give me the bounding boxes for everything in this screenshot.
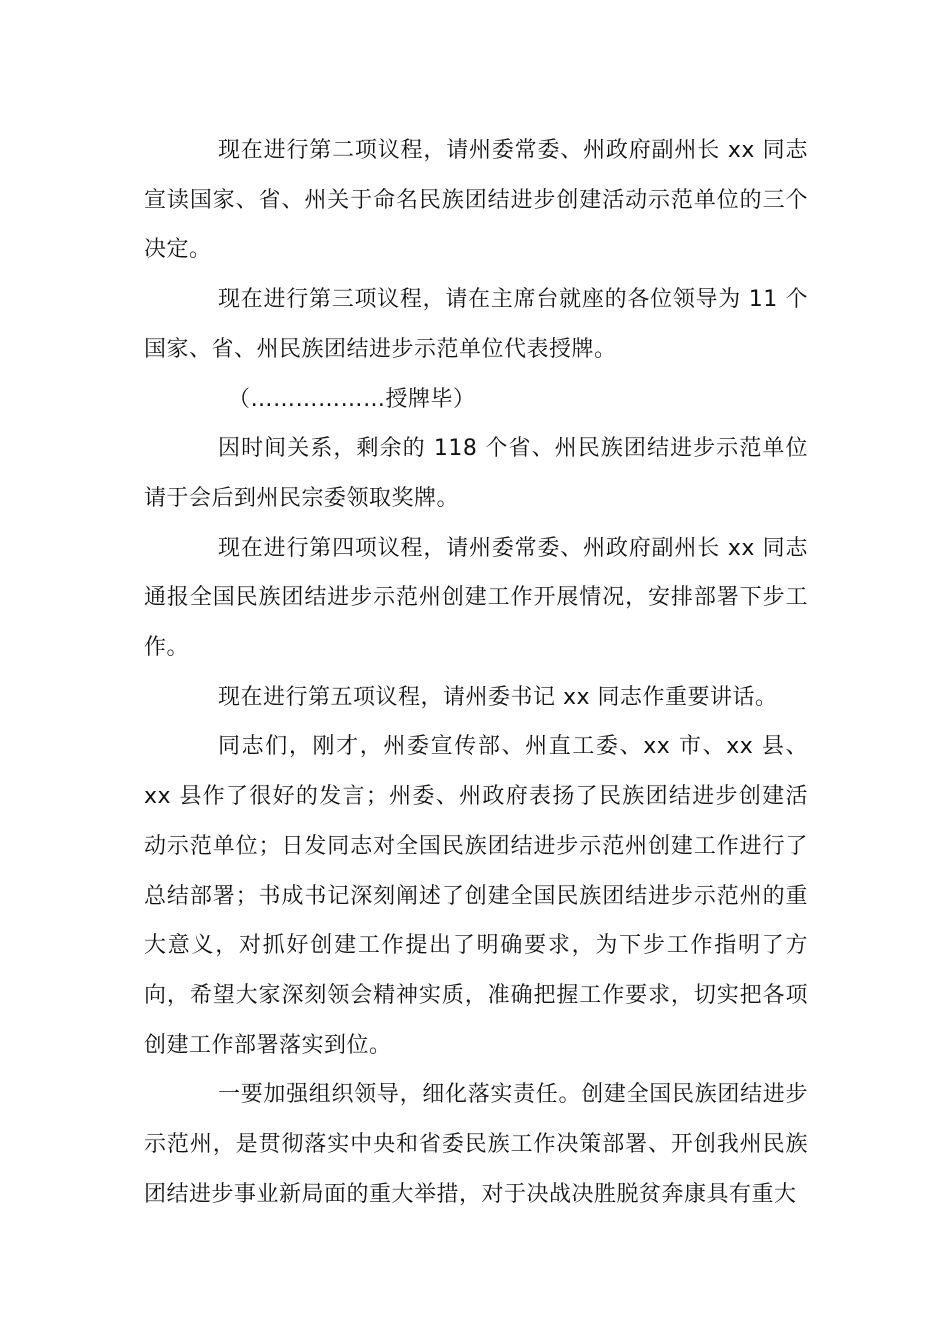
paragraph-award-note: （………………授牌毕） (228, 386, 476, 412)
paragraph-remaining-units: 因时间关系，剩余的 118 个省、州民族团结进步示范单位请于会后到州民宗委领取奖牌。 (144, 436, 808, 511)
paragraph-point-1: 一要加强组织领导，细化落实责任。创建全国民族团结进步示范州，是贯彻落实中央和省委民族工作决策部署、开创我州民族团结进步事业新局面的重大举措，对于决战决胜脱贫奔康具有重大 (144, 1082, 808, 1207)
paragraph-agenda-4: 现在进行第四项议程，请州委常委、州政府副州长 xx 同志通报全国民族团结进步示范州创建工作开展情况，安排部署下步工作。 (144, 535, 808, 661)
paragraph-agenda-5: 现在进行第五项议程，请州委书记 xx 同志作重要讲话。 (218, 684, 778, 710)
paragraph-agenda-2: 现在进行第二项议程，请州委常委、州政府副州长 xx 同志宣读国家、省、州关于命名民族团结进步创建活动示范单位的三个决定。 (144, 138, 808, 263)
document-body (144, 126, 808, 1219)
paragraph-summary: 同志们，刚才，州委宣传部、州直工委、xx 市、xx 县、xx 县作了很好的发言；州委、州政府表扬了民族团结进步创建活动示范单位；日发同志对全国民族团结进步示范州创建工作进行了总结部署；书成书记深刻阐述了创建全国民族团结进步示范州的重大意义，对抓好创建工作提出了明确要求，为下步工作指明了方向，希望大家深刻领会精神实质，准确把握工作要求，切实把各项创建工作部署落实到位。 (144, 734, 808, 1058)
paragraph-agenda-3: 现在进行第三项议程，请在主席台就座的各位领导为 11 个国家、省、州民族团结进步示范单位代表授牌。 (144, 287, 808, 362)
